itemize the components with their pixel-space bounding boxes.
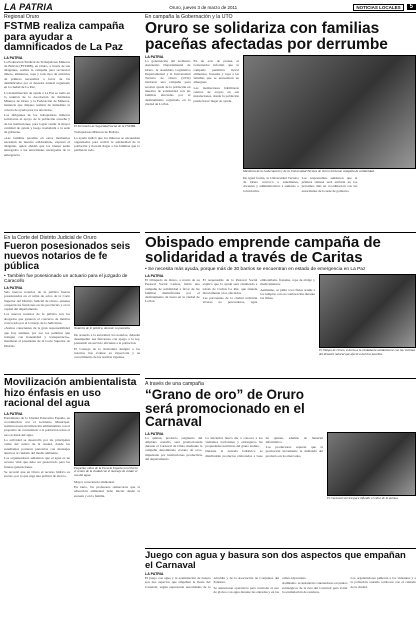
article-headline: FSTMB realiza campaña para ayudar a damnificados de La Paz (4, 20, 125, 53)
article-byline: LA PATRIA (4, 411, 23, 416)
masthead (4, 2, 416, 13)
article-kicker: Regional Oruro (4, 14, 40, 20)
article-byline: LA PATRIA (145, 431, 164, 436)
article-notarios (4, 232, 140, 373)
article-body-continued: Mayor consciencia ambiental. En tanto, los profesores remarcaron que la educación ambiental debe iniciar desde la escuela y en la familia. (74, 479, 140, 498)
page-number: 5 (407, 4, 416, 10)
article-body-continued: De igual forma, la Universidad Técnica de Oruro convocó a estudiantes, docentes y administrativos a sumarse a la iniciativa. Los responsables señalaron que la primera remesa será enviada en los próximos días en coordinación con las autoridades de la sede de gobierno. (243, 175, 358, 193)
article-headline: “Grano de oro” de Oruro será promocionado en el Carnaval (145, 387, 305, 429)
article-headline: Obispado emprende campaña de solidaridad a través de Caritas (145, 234, 381, 266)
article-kicker: En campaña la Gobernación y la UTO (145, 14, 233, 20)
article-headline: Movilización ambientalista hizo énfasis en uso racional del agua (4, 376, 137, 409)
photo-caption: El Secretario de Seguridad Social de la FSTMB. (74, 123, 136, 128)
newspaper-logo: LA PATRIA (4, 2, 54, 12)
article-byline: LA PATRIA (145, 572, 164, 576)
article-photo (243, 55, 416, 169)
article-photo (319, 274, 416, 348)
article-photo (74, 56, 140, 124)
article-byline: LA PATRIA (145, 274, 164, 278)
article-headline: Oruro se solidariza con familias paceñas afectadas por derrumbe (145, 20, 388, 53)
article-body: Seis nuevos notarios de fe pública fueron posesionados en el salón de actos de la Corte Superior del Distrito Judicial de Oruro, quienes ocuparán las funciones en las provincias y en la capital del departamento. Los nuevos notarios de fe pública son los abogados que ganaron el concurso de méritos convocado por el Consejo de la Judicatura. «Somos conscientes de la gran responsabilidad que hoy asumen, por eso les pedimos que trabajen con honestidad y transparencia», manifestó el presidente de la Corte Superior de Distrito. (4, 290, 70, 348)
article-kicker: A través de una campaña (145, 381, 204, 387)
article-headline: Juego con agua y basura son dos aspectos que empañan el Carnaval (145, 550, 406, 571)
article-body: El Obispado de Oruro, a través de su Pastoral Social Caritas, inició una campaña de solidaridad a favor de las familias damnificadas por el deslizamiento de tierra en la ciudad de La Paz. El responsable de la Pastoral Social explicó que la ayuda será canalizada a través de Caritas La Paz, que atiende directamente a los afectados. Las parroquias de la ciudad recibirán víveres no perecederos, agua embotellada, frazadas, ropa de abrigo y medicamentos. Asimismo, se pidió a los fieles acudir a los templos con su colaboración durante las misas. (145, 278, 315, 305)
article-body-continued: Trabajadores Mineros de Bolivia. La ayuda indicó que los mineros se encuentran organizados para recibir la solidaridad de la población y hacerla llegar a las familias que lo perdieron todo. (74, 130, 140, 153)
article-body: La quinua, producto originario del altiplano orureño, será promocionada durante el Carnaval de Oruro mediante la campaña denominada «Grano de oro», impulsada por instituciones productivas del departamento. La iniciativa busca dar a conocer a los visitantes nacionales y extranjeros las propiedades nutritivas del grano andino. Durante la entrada folklórica se distribuirán productos elaborados a base de quinua, además de material informativo. Los productores esperan que la promoción incremente la demanda del producto en los mercados. (145, 435, 323, 461)
article-juego-agua (145, 548, 416, 629)
issue-date: Oruro, jueves 3 de marzo de 2011 (169, 4, 238, 10)
article-photo (74, 286, 140, 326)
photo-caption: Pequeños niños de la Escuela España recorrieron el centro de la ciudad con el mensaje de cuidar el uso del agua. (74, 465, 138, 478)
article-kicker: En la Corte del Distrito Judicial de Oruro (4, 235, 97, 241)
article-body: La Federación Sindical de Trabajadores Mineros de Bolivia (FSTMB), en Oruro, a través de sus dirigentes, realiza la campaña para recolectar dinero, alimentos, ropa y todo tipo de artículos de primera necesidad, a favor de los damnificados por el desastre natural registrado en la ciudad de La Paz. La determinación de ayuda a La Paz se tomó en la reunión de la Asociación de Jubilados Mineros de Oruro y la Federación de Mineros, instancia que dispuso realizar de inmediato la colecta de ayuda para los afectados. Los dirigentes de los trabajadores mineros solicitaron el apoyo de la población orureña y de las instituciones, para lograr reunir la mayor cantidad de ayuda y luego trasladarla a la sede de gobierno. «Las familias paceñas en estos momentos necesitan de nuestra solidaridad», expresó el dirigente, quien añadió que los bienes serán entregados a las autoridades encargadas de la emergencia. (4, 59, 71, 157)
article-body: La gobernación del Gobierno Autónomo Departamental de Oruro, la Asamblea Legislativa Departamental y la Universidad Técnica de Oruro (UTO) iniciaron una campaña para recabar ayuda de la población en muestra de solidaridad con las familias afectadas por el deslizamiento registrado en la ciudad de La Paz. En un acto de prensa, el Gobernador informó que la campaña permitirá llevar alimentos, frazadas y ropa a las familias que se encuentran en albergues. Las instituciones habilitaron centros de acopio en sus instalaciones, donde la población puede hacer llegar su ayuda. (145, 59, 239, 106)
article-agua (4, 374, 140, 553)
article-photo (327, 432, 416, 496)
article-byline: LA PATRIA (145, 55, 164, 59)
photo-caption: Miembros de la Gobernación y de la Universidad Técnica de Oruro iniciaron campaña de solidaridad. (243, 169, 375, 173)
article-byline: LA PATRIA (4, 55, 23, 60)
article-body-continued: De acuerdo a la autoridad, los notarios, deberán desempeñar sus funciones con apego a la ley, prestando un servicio eficiente a la población. El Consejo de la Judicatura designó a los notarios tras evaluar su trayectoria y su conocimiento de las normas vigentes. (74, 332, 140, 360)
photo-caption: El Obispo de Oruro, exhorta a la ciudadanía solidarizarse con las víctimas del desastre natural que afectó a barrios paceños. (319, 348, 416, 356)
article-subhead: • Se necesita más ayuda, porque más de 30 barrios se encuentran en estado de emergencia en La Paz (145, 267, 366, 272)
section-label: NOTICIAS LOCALES (353, 4, 403, 11)
photo-caption: Notarios de fe pública, durante su posesión. (74, 326, 131, 330)
article-obispado (145, 232, 416, 377)
photo-caption: El Carnaval servirá para difundir el valor de la quinua. (327, 495, 399, 500)
article-body: Estudiantes de la Unidad Educativa España, en coordinación con el Gobierno Municipal, realizaron una movilización ambientalista con el propósito de concientizar a la población sobre el uso racional del agua. La actividad se desarrolló por las principales calles del centro de la ciudad, donde los estudiantes portaron pancartas con mensajes alusivos al cuidado del medio ambiente. Los organizadores señalaron que el agua es un recurso vital que debe ser preservado para las futuras generaciones. Se recordó que en Oruro el recurso hídrico es escaso, por lo que urge una política de ahorro. (4, 415, 70, 479)
article-subhead: • También fue posesionado un actuario para el juzgado de Caracollo (4, 274, 128, 284)
article-photo (74, 412, 140, 466)
article-body: El juego con agua y la acumulación de basura son dos aspectos que empañan la fiesta del Carnaval, según expresaron autoridades de la Alcaldía y de la Asociación de Conjuntos del Folklore. Se anunciaron operativos para controlar el uso de globos con agua durante las entradas y en las calles adyacentes. Asimismo, se instalarán contenedores en puntos estratégicos de la ruta del Carnaval para evitar la acumulación de residuos. Los organizadores pidieron a los visitantes y a la población orureña colaborar con el cuidado de la ciudad. (145, 576, 416, 594)
article-solidaridad-paceñas (145, 14, 416, 228)
article-headline: Fueron posesionados seis nuevos notarios de fe pública (4, 241, 131, 272)
article-byline: LA PATRIA (4, 286, 23, 290)
article-fstmb (4, 14, 140, 228)
article-grano-de-oro (145, 378, 416, 545)
